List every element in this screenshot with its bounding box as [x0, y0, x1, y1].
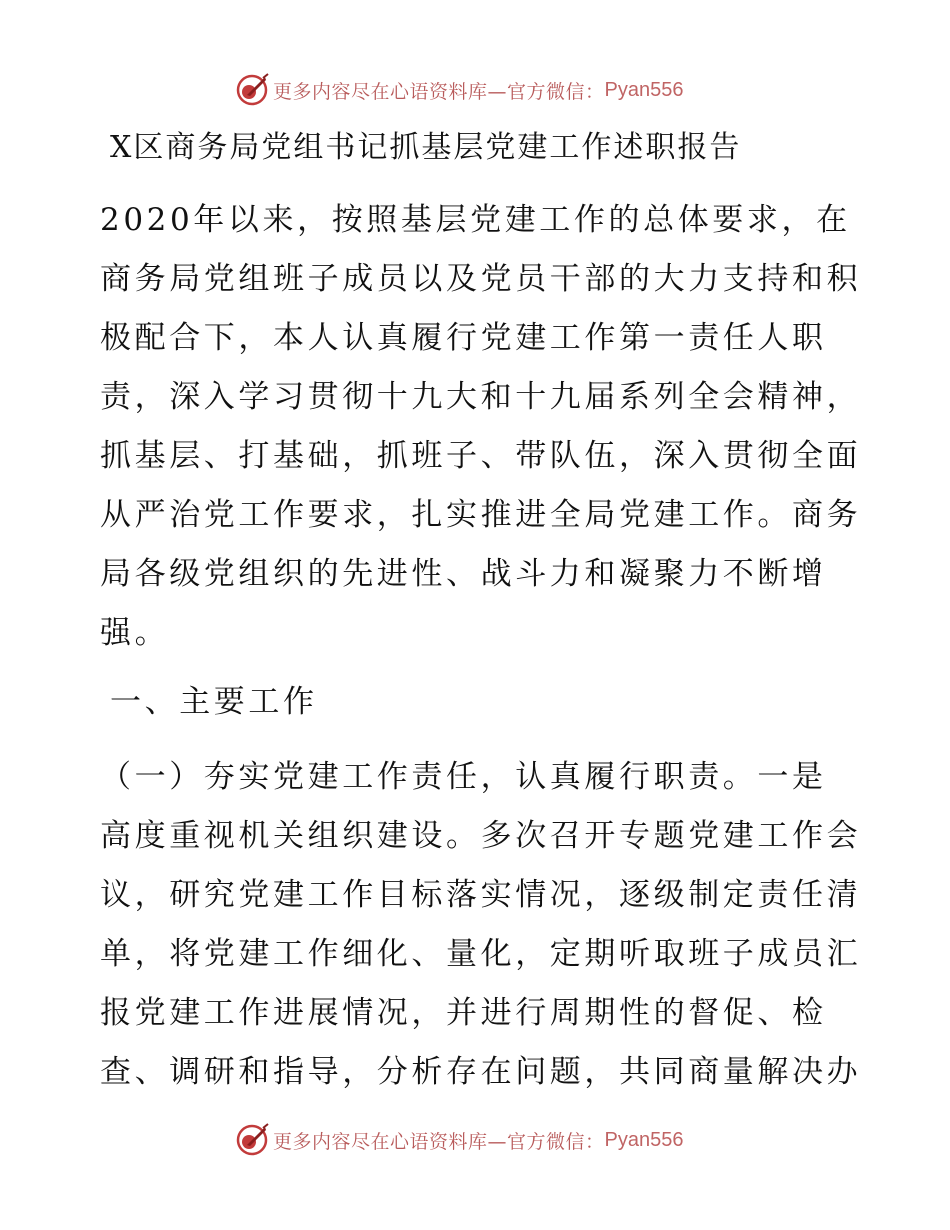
paragraph-line: 局各级党组织的先进性、战斗力和凝聚力不断增: [100, 556, 827, 592]
quill-logo-icon: [235, 1123, 269, 1157]
paragraph-line: 高度重视机关组织建设。多次召开专题党建工作会: [100, 818, 862, 854]
paragraph-line: 报党建工作进展情况，并进行周期性的督促、检: [100, 995, 827, 1031]
quill-logo-icon: [235, 73, 269, 107]
watermark-header: [235, 70, 755, 110]
paragraph-line: 议，研究党建工作目标落实情况，逐级制定责任清: [100, 877, 862, 913]
paragraph-line: 从严治党工作要求，扎实推进全局党建工作。商务: [100, 497, 862, 533]
paragraph-line: 责，深入学习贯彻十九大和十九届系列全会精神，: [100, 379, 862, 415]
paragraph-line: 强。: [100, 615, 170, 651]
paragraph-line: 极配合下，本人认真履行党建工作第一责任人职: [100, 320, 827, 356]
watermark-footer: [235, 1120, 755, 1160]
paragraph-line: 抓基层、打基础，抓班子、带队伍，深入贯彻全面: [100, 438, 862, 474]
watermark-text: 更多内容尽在心语资料库—官方微信：: [273, 80, 605, 103]
paragraph-line: 2020年以来，按照基层党建工作的总体要求，在: [100, 202, 851, 238]
watermark-text: 更多内容尽在心语资料库—官方微信：: [273, 1130, 605, 1153]
paragraph-line: （一）夯实党建工作责任，认真履行职责。一是: [100, 759, 827, 795]
paragraph-line: 单，将党建工作细化、量化，定期听取班子成员汇: [100, 936, 862, 972]
intro-paragraph: [100, 191, 860, 663]
paragraph-line: 商务局党组班子成员以及党员干部的大力支持和积: [100, 261, 862, 297]
watermark-wechat-id: Pyan556: [604, 78, 684, 101]
section-heading: 一、主要工作: [110, 684, 318, 720]
paragraph-line: 查、调研和指导，分析存在问题，共同商量解决办: [100, 1054, 862, 1090]
work-paragraph: [100, 748, 860, 1102]
document-title: X区商务局党组书记抓基层党建工作述职报告: [110, 130, 742, 165]
watermark-wechat-id: Pyan556: [604, 1128, 684, 1151]
